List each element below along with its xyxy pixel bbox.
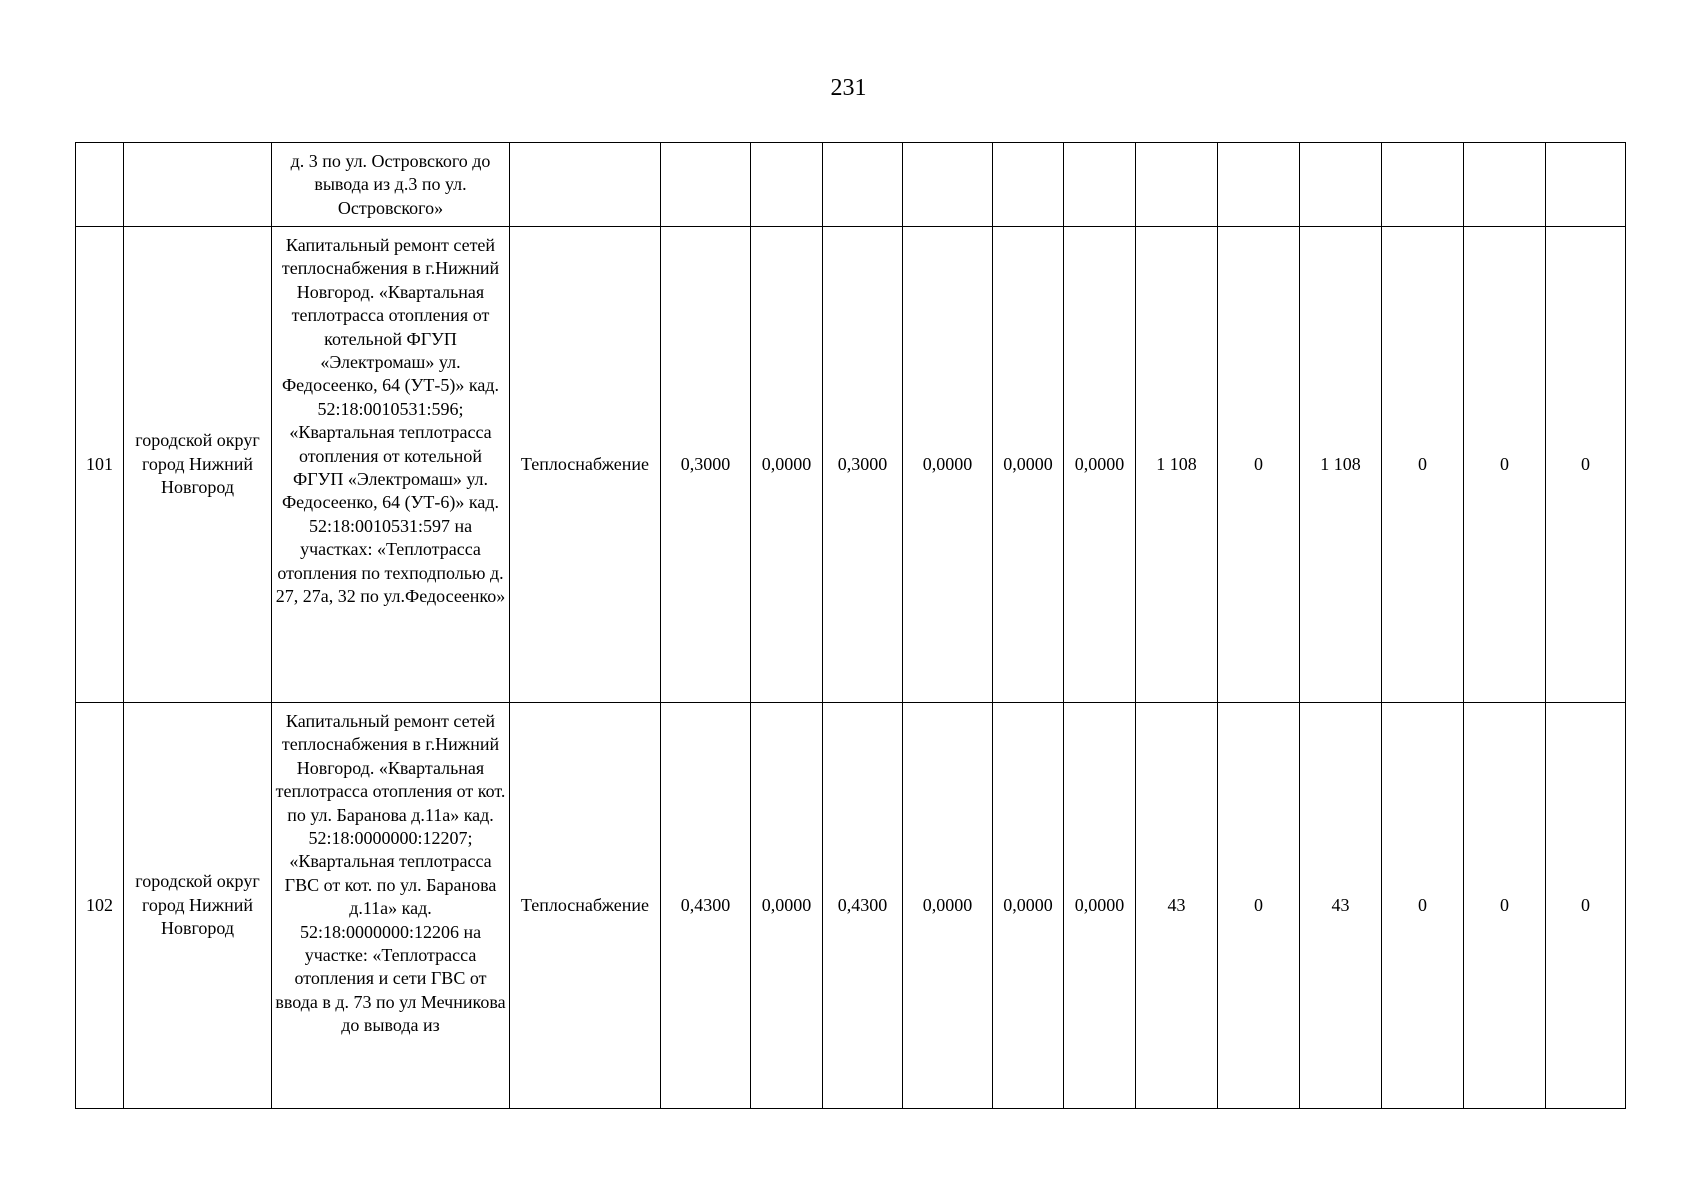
area-cell: городской округ город Нижний Новгород <box>124 227 272 703</box>
value-cell: 0,0000 <box>751 227 823 703</box>
table-row <box>76 703 1626 1109</box>
value-cell <box>1218 143 1300 227</box>
value-cell: 0 <box>1382 703 1464 1109</box>
description-cell: Капитальный ремонт сетей теплоснабжения в г.Нижний Новгород. «Квартальная теплотрасса отопления от кот. по ул. Баранова д.11а» кад. 52:18:0000000:12207; «Квартальная теплотрасса ГВС от кот. по ул. Баранова д.11а» кад. 52:18:0000000:12206 на участке: «Теплотрасса отопления и сети ГВС от ввода в д. 73 по ул Мечникова до вывода из <box>272 703 510 1109</box>
value-cell: 0 <box>1464 227 1546 703</box>
value-cell: 0,4300 <box>661 703 751 1109</box>
value-cell: 0,3000 <box>823 227 903 703</box>
area-cell <box>124 143 272 227</box>
table-row <box>76 227 1626 703</box>
row-number-cell: 102 <box>76 703 124 1109</box>
value-cell <box>1546 143 1626 227</box>
value-cell <box>823 143 903 227</box>
value-cell: 0 <box>1546 227 1626 703</box>
value-cell <box>1300 143 1382 227</box>
value-cell <box>1382 143 1464 227</box>
value-cell <box>903 143 993 227</box>
description-cell: Капитальный ремонт сетей теплоснабжения в г.Нижний Новгород. «Квартальная теплотрасса отопления от котельной ФГУП «Электромаш» ул. Федосеенко, 64 (УТ-5)» кад. 52:18:0010531:596; «Квартальная теплотрасса отопления от котельной ФГУП «Электромаш» ул. Федосеенко, 64 (УТ-6)» кад. 52:18:0010531:597 на участках: «Теплотрасса отопления по техподполью д. 27, 27а, 32 по ул.Федосеенко» <box>272 227 510 703</box>
value-cell: 0,3000 <box>661 227 751 703</box>
value-cell: 0,0000 <box>903 227 993 703</box>
type-cell: Теплоснабжение <box>510 227 661 703</box>
value-cell: 0 <box>1464 703 1546 1109</box>
value-cell <box>751 143 823 227</box>
value-cell: 0,0000 <box>751 703 823 1109</box>
value-cell: 0,0000 <box>993 703 1064 1109</box>
value-cell <box>1064 143 1136 227</box>
type-cell <box>510 143 661 227</box>
value-cell: 0,0000 <box>903 703 993 1109</box>
value-cell: 0 <box>1546 703 1626 1109</box>
data-table <box>75 142 1626 1109</box>
value-cell <box>993 143 1064 227</box>
value-cell: 0,0000 <box>993 227 1064 703</box>
description-cell: д. 3 по ул. Островского до вывода из д.3 по ул. Островского» <box>272 143 510 227</box>
value-cell: 43 <box>1136 703 1218 1109</box>
value-cell: 0 <box>1218 703 1300 1109</box>
value-cell <box>1136 143 1218 227</box>
value-cell: 43 <box>1300 703 1382 1109</box>
value-cell: 0 <box>1218 227 1300 703</box>
page-number: 231 <box>830 75 867 101</box>
value-cell: 1 108 <box>1136 227 1218 703</box>
row-number-cell <box>76 143 124 227</box>
value-cell: 0 <box>1382 227 1464 703</box>
value-cell <box>1464 143 1546 227</box>
row-number-cell: 101 <box>76 227 124 703</box>
value-cell: 0,0000 <box>1064 703 1136 1109</box>
value-cell <box>661 143 751 227</box>
area-cell: городской округ город Нижний Новгород <box>124 703 272 1109</box>
value-cell: 1 108 <box>1300 227 1382 703</box>
type-cell: Теплоснабжение <box>510 703 661 1109</box>
value-cell: 0,0000 <box>1064 227 1136 703</box>
value-cell: 0,4300 <box>823 703 903 1109</box>
table-row <box>76 143 1626 227</box>
